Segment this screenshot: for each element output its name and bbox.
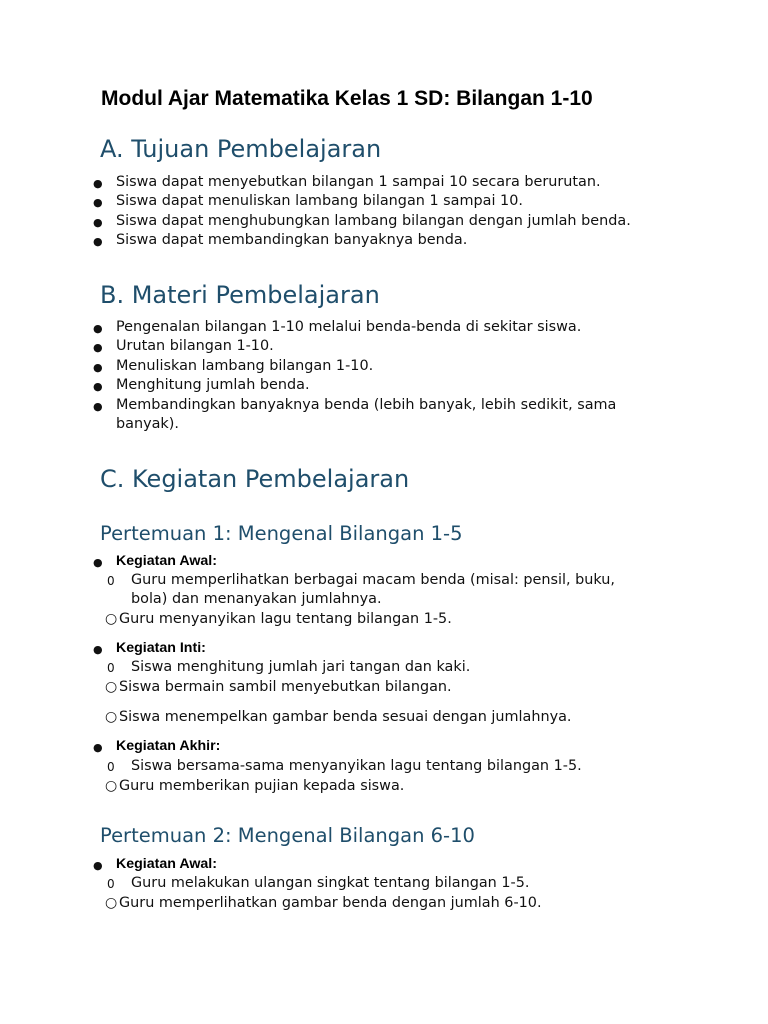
kegiatan-awal-label: Kegiatan Awal: xyxy=(116,553,217,569)
list-item: Menghitung jumlah benda. xyxy=(116,377,310,393)
list-item: Siswa dapat menuliskan lambang bilangan 1 sampai 10. xyxy=(116,193,523,209)
list-item: Pengenalan bilangan 1-10 melalui benda-benda di sekitar siswa. xyxy=(116,319,582,335)
list-item: Guru menyanyikan lagu tentang bilangan 1-5. xyxy=(119,611,452,627)
list-item-continuation: bola) dan menanyakan jumlahnya. xyxy=(131,591,382,607)
sub-bullet-marker: ○ xyxy=(105,895,118,911)
list-item: Siswa menempelkan gambar benda sesuai dengan jumlahnya. xyxy=(119,709,572,725)
sub-bullet-marker: 0 xyxy=(107,574,115,588)
meeting-2-heading: Pertemuan 2: Mengenal Bilangan 6-10 xyxy=(100,824,475,847)
bullet-marker: ● xyxy=(93,556,103,569)
bullet-marker: ● xyxy=(93,400,103,413)
list-item: Siswa bersama-sama menyanyikan lagu tentang bilangan 1-5. xyxy=(131,758,582,774)
bullet-marker: ● xyxy=(93,643,103,656)
sub-bullet-marker: 0 xyxy=(107,661,115,675)
list-item: Siswa dapat menyebutkan bilangan 1 sampai 10 secara berurutan. xyxy=(116,174,601,190)
list-item: Guru memperlihatkan gambar benda dengan jumlah 6-10. xyxy=(119,895,542,911)
list-item: Siswa dapat menghubungkan lambang bilangan dengan jumlah benda. xyxy=(116,213,631,229)
sub-bullet-marker: ○ xyxy=(105,611,118,627)
kegiatan-akhir-label: Kegiatan Akhir: xyxy=(116,738,221,754)
sub-bullet-marker: 0 xyxy=(107,760,115,774)
kegiatan-awal-label: Kegiatan Awal: xyxy=(116,856,217,872)
list-item: Siswa bermain sambil menyebutkan bilangan. xyxy=(119,679,452,695)
list-item: Membandingkan banyaknya benda (lebih banyak, lebih sedikit, sama xyxy=(116,397,617,413)
list-item: Guru memperlihatkan berbagai macam benda (misal: pensil, buku, xyxy=(131,572,615,588)
bullet-marker: ● xyxy=(93,235,103,248)
sub-bullet-marker: ○ xyxy=(105,709,118,725)
bullet-marker: ● xyxy=(93,216,103,229)
section-b-heading: B. Materi Pembelajaran xyxy=(100,281,380,309)
sub-bullet-marker: ○ xyxy=(105,778,118,794)
bullet-marker: ● xyxy=(93,322,103,335)
list-item: Urutan bilangan 1-10. xyxy=(116,338,274,354)
bullet-marker: ● xyxy=(93,380,103,393)
bullet-marker: ● xyxy=(93,859,103,872)
sub-bullet-marker: 0 xyxy=(107,877,115,891)
list-item: Siswa dapat membandingkan banyaknya benda. xyxy=(116,232,468,248)
bullet-marker: ● xyxy=(93,741,103,754)
meeting-1-heading: Pertemuan 1: Mengenal Bilangan 1-5 xyxy=(100,522,463,545)
bullet-marker: ● xyxy=(93,196,103,209)
kegiatan-inti-label: Kegiatan Inti: xyxy=(116,640,206,656)
bullet-marker: ● xyxy=(93,341,103,354)
sub-bullet-marker: ○ xyxy=(105,679,118,695)
list-item: Menuliskan lambang bilangan 1-10. xyxy=(116,358,374,374)
bullet-marker: ● xyxy=(93,361,103,374)
list-item: Guru melakukan ulangan singkat tentang bilangan 1-5. xyxy=(131,875,530,891)
list-item: Siswa menghitung jumlah jari tangan dan kaki. xyxy=(131,659,471,675)
list-item: Guru memberikan pujian kepada siswa. xyxy=(119,778,405,794)
document-title: Modul Ajar Matematika Kelas 1 SD: Bilangan 1-10 xyxy=(101,87,593,110)
list-item-continuation: banyak). xyxy=(116,416,179,432)
bullet-marker: ● xyxy=(93,177,103,190)
section-c-heading: C. Kegiatan Pembelajaran xyxy=(100,465,410,493)
section-a-heading: A. Tujuan Pembelajaran xyxy=(100,135,382,163)
